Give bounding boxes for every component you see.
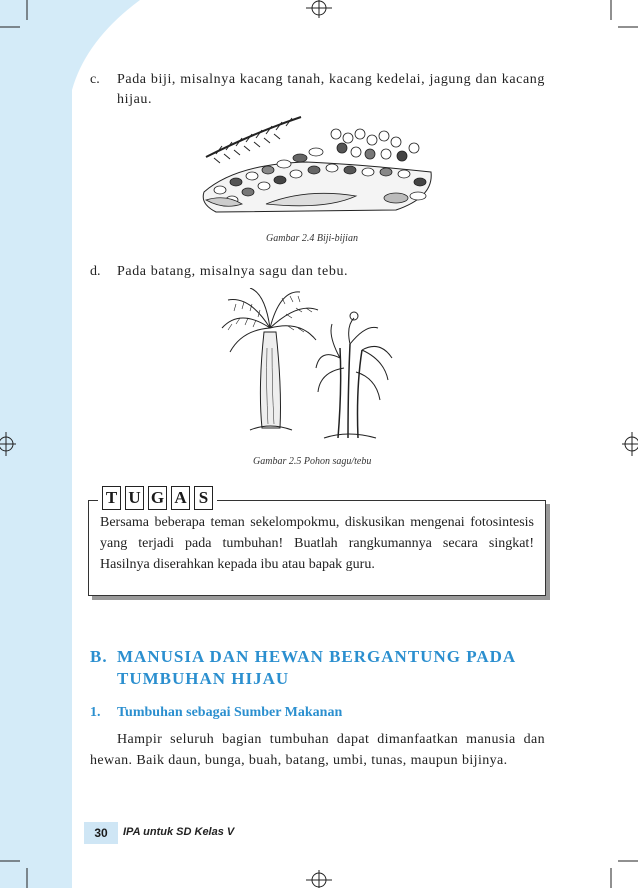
seeds-illustration xyxy=(196,112,436,222)
book-title: IPA untuk SD Kelas V xyxy=(123,826,235,838)
list-marker: d. xyxy=(90,264,101,279)
task-letter: T xyxy=(102,486,121,510)
task-letter: U xyxy=(125,486,144,510)
section-title: MANUSIA DAN HEWAN BERGANTUNG PADA TUMBUHAN HIJAU xyxy=(117,647,516,688)
task-letter: A xyxy=(171,486,190,510)
section-marker: B. xyxy=(90,647,108,666)
task-letter: G xyxy=(148,486,167,510)
list-marker: c. xyxy=(90,72,100,87)
figure-caption: Gambar 2.5 Pohon sagu/tebu xyxy=(253,456,372,467)
list-item-c xyxy=(90,70,545,110)
sago-sugarcane-illustration xyxy=(220,288,400,443)
figure-caption: Gambar 2.4 Biji-bijian xyxy=(266,233,358,244)
list-item-d xyxy=(90,262,545,282)
page-number: 30 xyxy=(84,822,118,844)
subsection-heading xyxy=(90,703,342,723)
task-title xyxy=(98,486,217,510)
task-text: Bersama beberapa teman sekelompokmu, diskusikan mengenai fotosintesis yang terjadi pada tumbuhan! Buatlah rangkumannya secara singkat! Hasilnya diserahkan kepada ibu atau bapak guru. xyxy=(100,515,534,572)
body-paragraph: Hampir seluruh bagian tumbuhan dapat dimanfaatkan manusia dan hewan. Baik daun, bunga, buah, batang, umbi, tunas, maupun bijinya. xyxy=(90,732,545,768)
list-item-text: Pada biji, misalnya kacang tanah, kacang kedelai, jagung dan kacang hijau. xyxy=(117,72,545,107)
task-letter: S xyxy=(194,486,213,510)
subsection-marker: 1. xyxy=(90,705,101,720)
subsection-title: Tumbuhan sebagai Sumber Makanan xyxy=(117,705,343,720)
list-item-text: Pada batang, misalnya sagu dan tebu. xyxy=(117,264,349,279)
section-heading xyxy=(90,646,545,690)
